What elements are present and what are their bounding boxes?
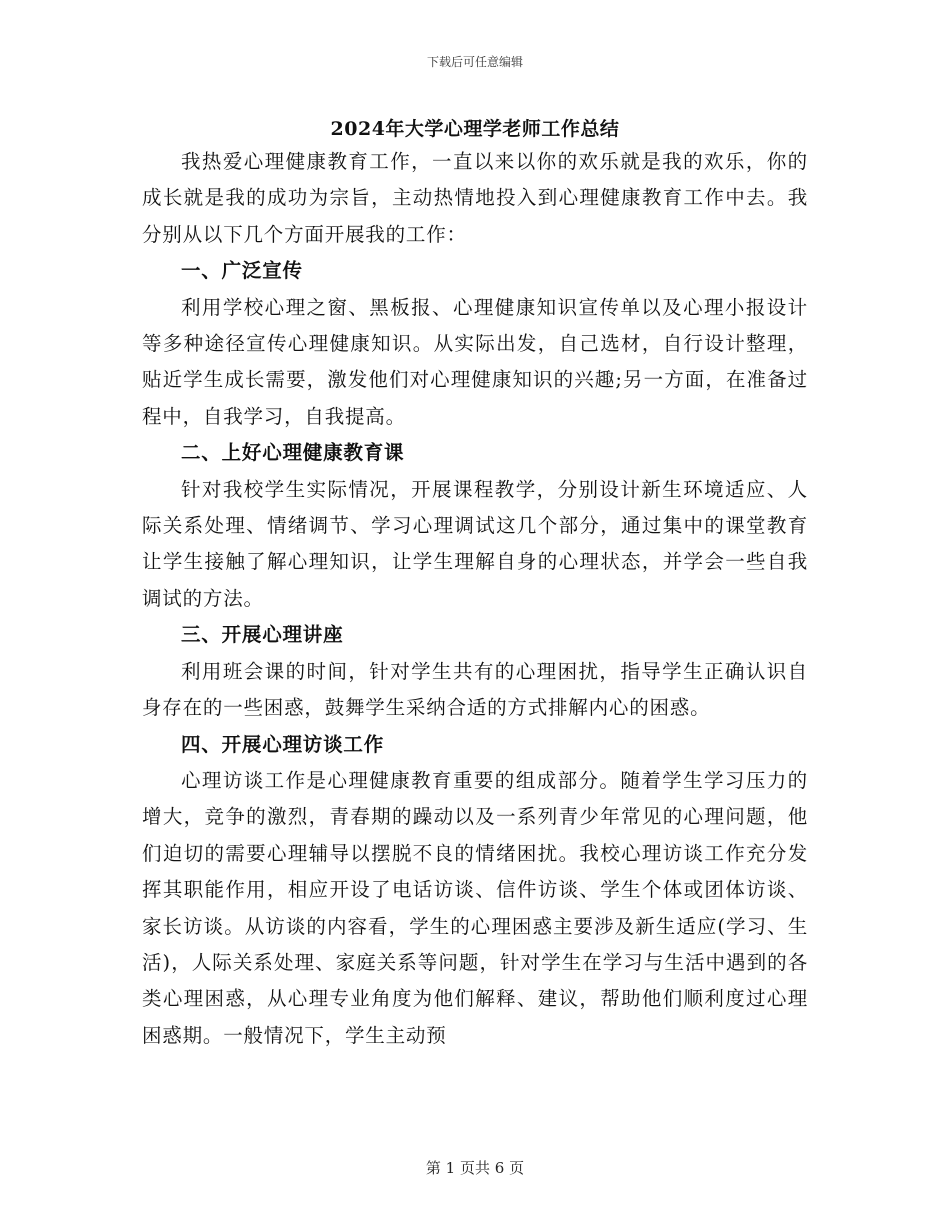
section-body-2: 针对我校学生实际情况，开展课程教学，分别设计新生环境适应、人际关系处理、情绪调节、学习心理调试这几个部分，通过集中的课堂教育让学生接触了解心理知识，让学生理解自身的心理状态，并学会一些自我调试的方法。: [142, 477, 808, 610]
page-header-note: 下载后可任意编辑: [426, 55, 523, 69]
document-title: 2024年大学心理学老师工作总结: [330, 118, 620, 140]
section-heading-4: 四、开展心理访谈工作: [181, 732, 385, 756]
section-heading-3: 三、开展心理讲座: [181, 623, 344, 647]
page-number-footer: 第 1 页共 6 页: [425, 1159, 525, 1177]
section-heading-1: 一、广泛宣传: [181, 259, 303, 283]
section-body-3: 利用班会课的时间，针对学生共有的心理困扰，指导学生正确认识自身存在的一些困惑，鼓舞学生采纳合适的方式排解内心的困惑。: [142, 659, 808, 720]
intro-paragraph: 我热爱心理健康教育工作，一直以来以你的欢乐就是我的欢乐，你的成长就是我的成功为宗旨，主动热情地投入到心理健康教育工作中去。我分别从以下几个方面开展我的工作：: [142, 150, 808, 246]
document-body: [142, 144, 808, 1054]
section-heading-2: 二、上好心理健康教育课: [181, 441, 405, 465]
section-body-1: 利用学校心理之窗、黑板报、心理健康知识宣传单以及心理小报设计等多种途径宣传心理健康知识。从实际出发，自己选材，自行设计整理，贴近学生成长需要，激发他们对心理健康知识的兴趣;另一方面，在准备过程中，自我学习，自我提高。: [142, 295, 808, 428]
section-body-4: 心理访谈工作是心理健康教育重要的组成部分。随着学生学习压力的增大，竞争的激烈，青春期的躁动以及一系列青少年常见的心理问题，他们迫切的需要心理辅导以摆脱不良的情绪困扰。我校心理访谈工作充分发挥其职能作用，相应开设了电话访谈、信件访谈、学生个体或团体访谈、家长访谈。从访谈的内容看，学生的心理困惑主要涉及新生适应(学习、生活)，人际关系处理、家庭关系等问题，针对学生在学习与生活中遇到的各类心理困惑，从心理专业角度为他们解释、建议，帮助他们顺利度过心理困惑期。一般情况下，学生主动预: [142, 768, 808, 1047]
